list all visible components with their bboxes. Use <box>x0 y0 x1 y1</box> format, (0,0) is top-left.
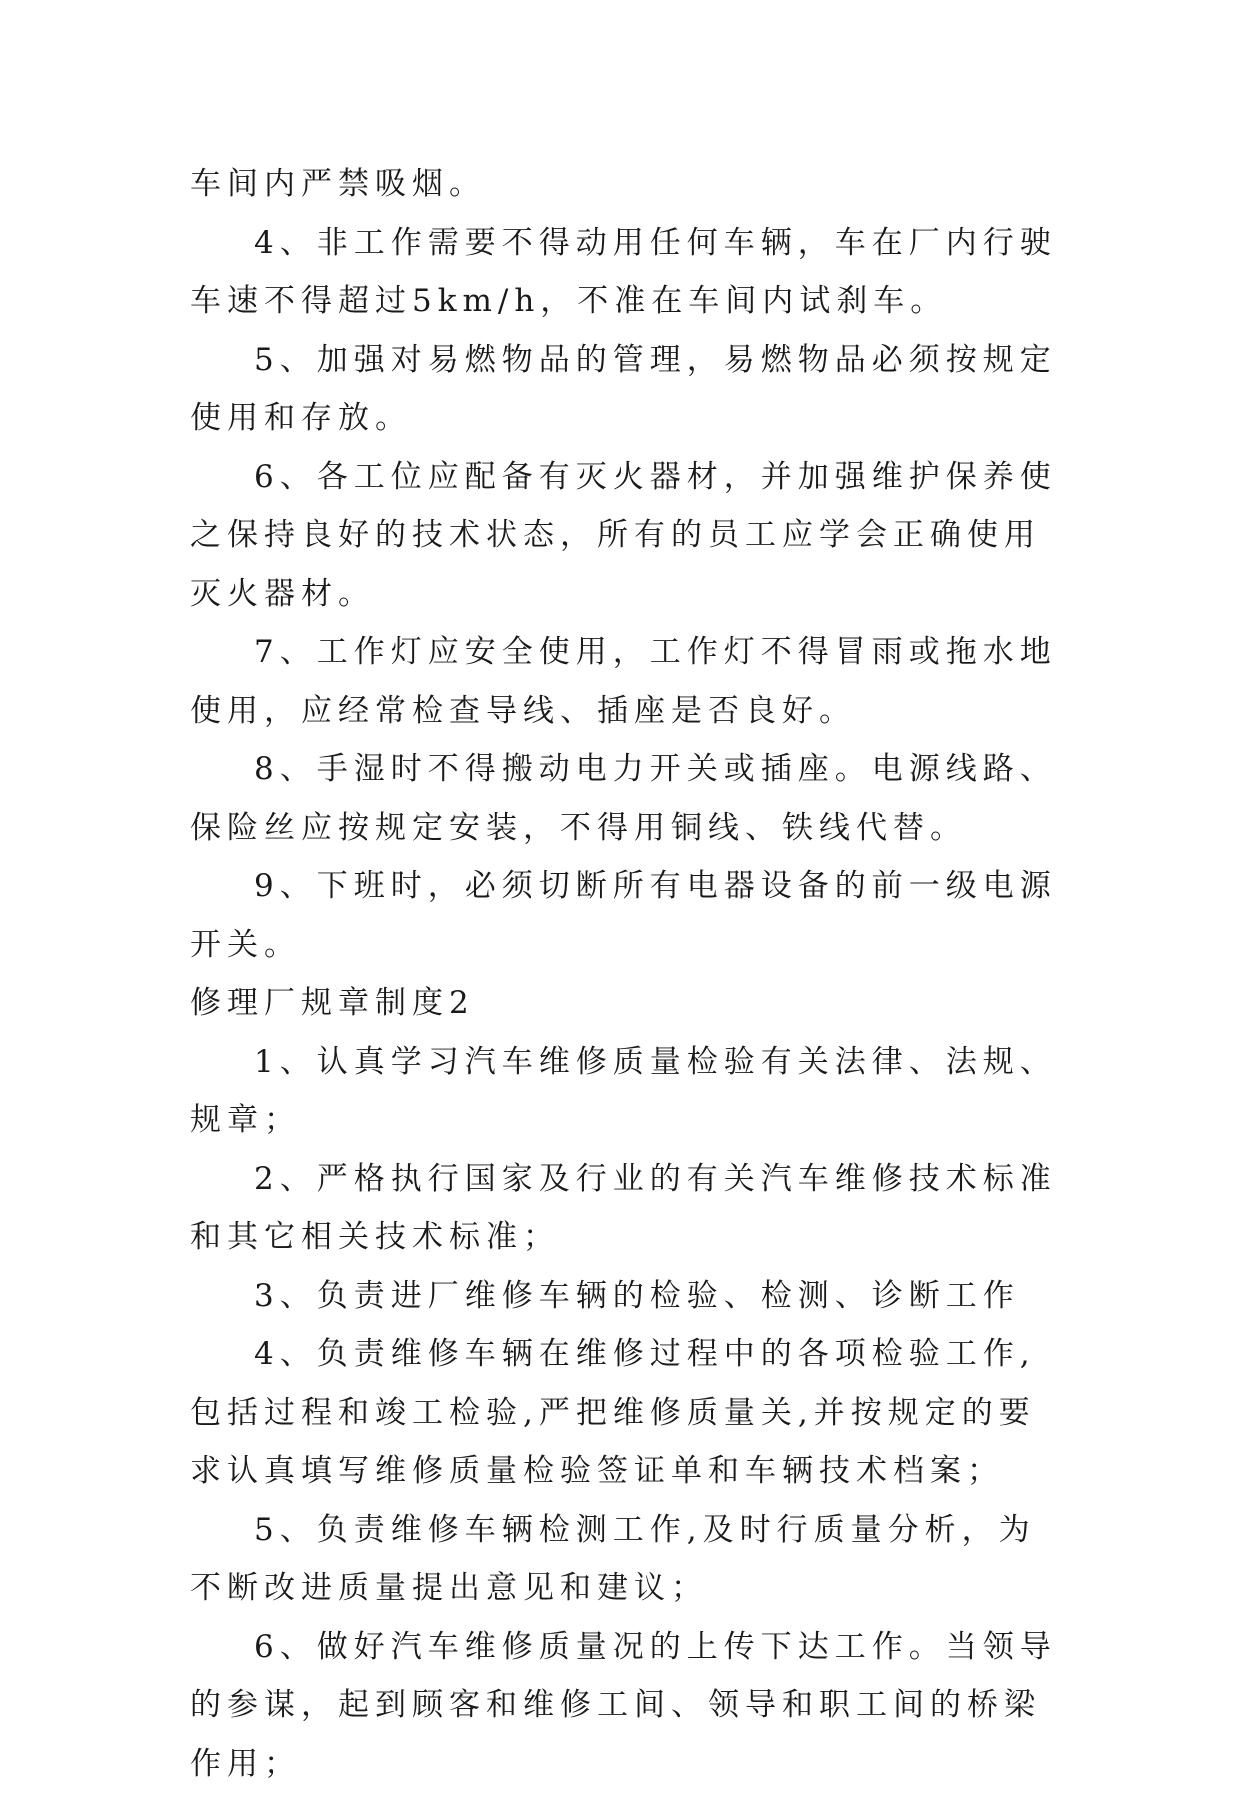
section-heading: 修理厂规章制度2 <box>190 974 1060 1033</box>
paragraph-6: 8、手湿时不得搬动电力开关或插座。电源线路、保险丝应按规定安装，不得用铜线、铁线代替。 <box>190 740 1060 857</box>
paragraph-3: 5、加强对易燃物品的管理，易燃物品必须按规定使用和存放。 <box>190 331 1060 448</box>
paragraph-2: 4、非工作需要不得动用任何车辆，车在厂内行驶车速不得超过5km/h，不准在车间内试刹车。 <box>190 214 1060 331</box>
paragraph-13: 5、负责维修车辆检测工作,及时行质量分析，为不断改进质量提出意见和建议； <box>190 1501 1060 1618</box>
paragraph-14: 6、做好汽车维修质量况的上传下达工作。当领导的参谋，起到顾客和维修工间、领导和职工间的桥梁作用； <box>190 1618 1060 1793</box>
paragraph-10: 2、严格执行国家及行业的有关汽车维修技术标准和其它相关技术标准； <box>190 1150 1060 1267</box>
document-body <box>190 155 1060 1793</box>
paragraph-7: 9、下班时，必须切断所有电器设备的前一级电源开关。 <box>190 857 1060 974</box>
paragraph-4: 6、各工位应配备有灭火器材，并加强维护保养使之保持良好的技术状态，所有的员工应学会正确使用灭火器材。 <box>190 448 1060 624</box>
paragraph-1: 车间内严禁吸烟。 <box>190 155 1060 214</box>
paragraph-5: 7、工作灯应安全使用，工作灯不得冒雨或拖水地使用，应经常检查导线、插座是否良好。 <box>190 623 1060 740</box>
paragraph-9: 1、认真学习汽车维修质量检验有关法律、法规、规章； <box>190 1033 1060 1150</box>
paragraph-12: 4、负责维修车辆在维修过程中的各项检验工作,包括过程和竣工检验,严把维修质量关,并按规定的要求认真填写维修质量检验签证单和车辆技术档案； <box>190 1325 1060 1501</box>
paragraph-11: 3、负责进厂维修车辆的检验、检测、诊断工作 <box>190 1267 1060 1326</box>
